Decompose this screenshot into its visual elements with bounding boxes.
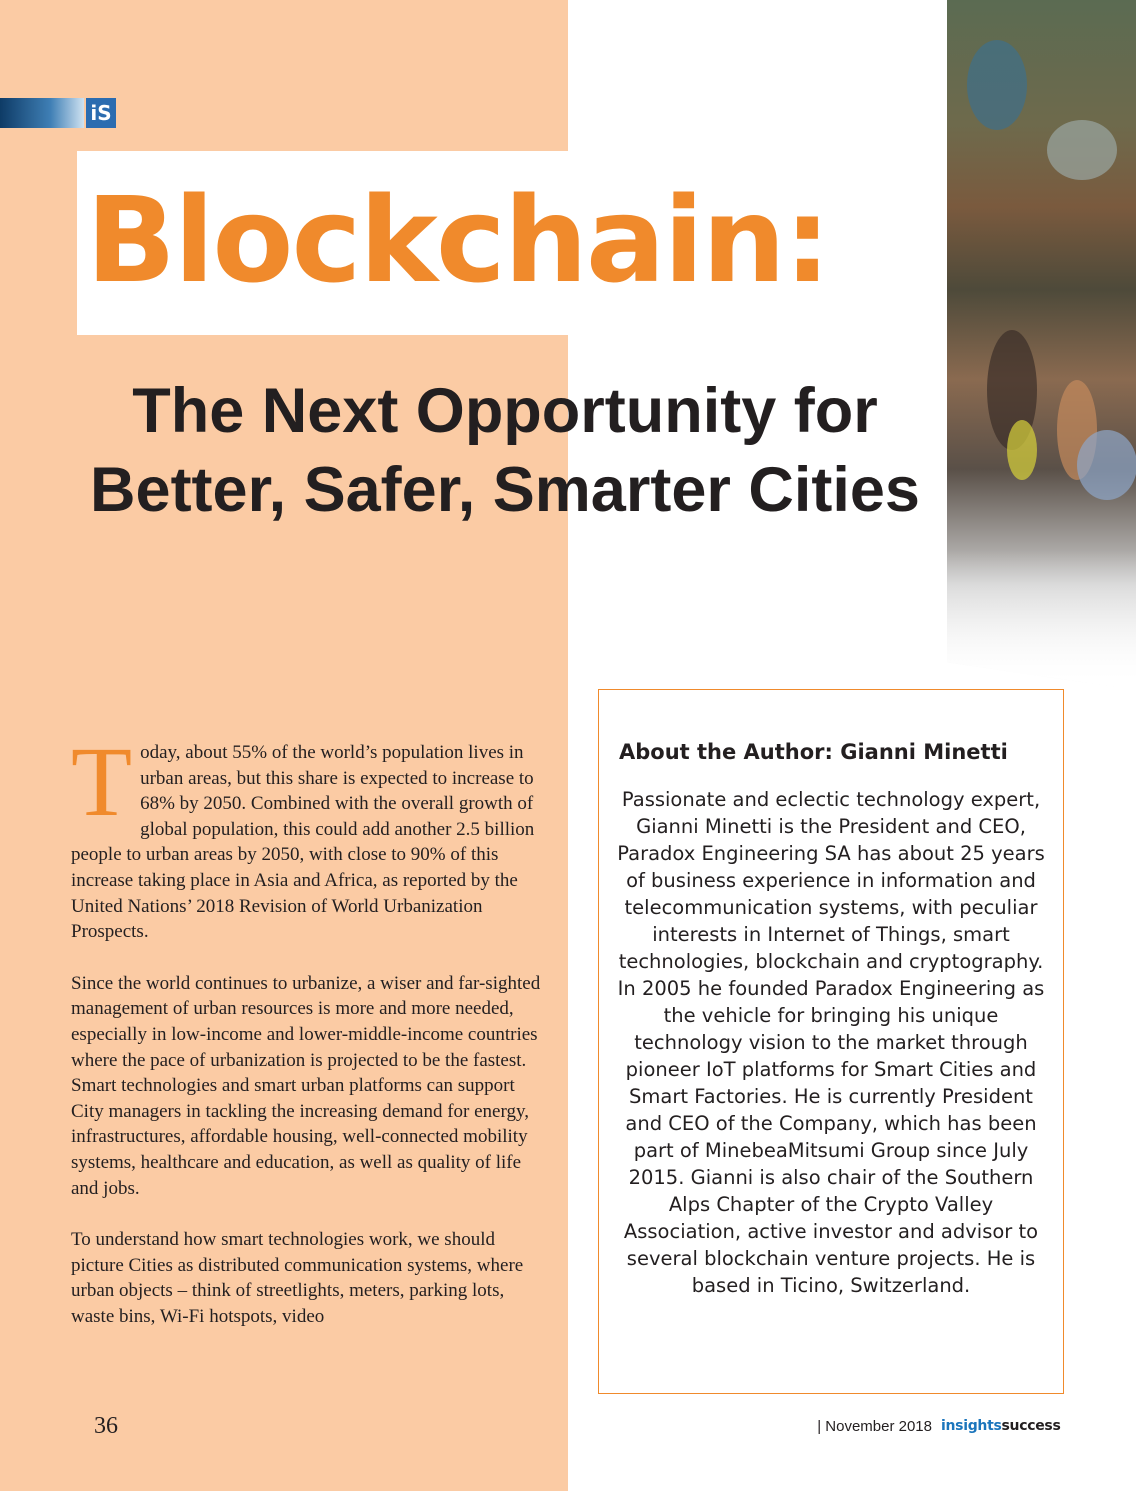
brand-part-1: insights bbox=[941, 1418, 1002, 1434]
magazine-logo-icon: iS bbox=[86, 98, 116, 128]
body-paragraph-1 bbox=[71, 726, 549, 945]
article-title: Blockchain: bbox=[86, 171, 830, 309]
subtitle-line-2: Better, Safer, Smarter Cities bbox=[90, 455, 920, 525]
article-subtitle bbox=[60, 372, 950, 530]
brand-part-2: success bbox=[1001, 1418, 1061, 1434]
issue-date-text: | November 2018 bbox=[817, 1418, 932, 1435]
author-heading: About the Author: Gianni Minetti bbox=[619, 740, 1008, 764]
drop-cap: T bbox=[71, 726, 133, 837]
page-number: 36 bbox=[94, 1413, 118, 1439]
author-bio: Passionate and eclectic technology expert, Gianni Minetti is the President and CEO, Paradox Engineering SA has about 25 years of business experience in information and telecommunication systems, with peculiar interests in Internet of Things, smart technologies, blockchain and cryptography. In 2005 he founded Paradox Engineering as the vehicle for bringing his unique technology vision to the market through pioneer IoT platforms for Smart Cities and Smart Factories. He is currently President and CEO of the Company, which has been part of MinebeaMitsumi Group since July 2015. Gianni is also chair of the Southern Alps Chapter of the Crypto Valley Association, active investor and advisor to several blockchain venture projects. He is based in Ticino, Switzerland. bbox=[617, 788, 1045, 1297]
logo-gradient-bar bbox=[0, 98, 84, 128]
article-body bbox=[71, 726, 549, 1355]
street-scene-photo bbox=[947, 0, 1136, 690]
body-paragraph-3: To understand how smart technologies work, we should picture Cities as distributed communication systems, where urban objects – think of streetlights, meters, parking lots, waste bins, Wi-Fi hotspots, video bbox=[71, 1229, 524, 1327]
body-paragraph-2: Since the world continues to urbanize, a wiser and far-sighted management of urban resources is more and more needed, especially in low-income and lower-middle-income countries where the pace of urbanization is projected to be the fastest. Smart technologies and smart urban platforms can support City managers in tackling the increasing demand for energy, infrastructures, affordable housing, well-connected mobility systems, healthcare and education, as well as quality of life and jobs. bbox=[71, 972, 541, 1199]
subtitle-line-1: The Next Opportunity for bbox=[132, 376, 878, 446]
brand-logo bbox=[941, 1418, 1060, 1434]
about-author-box bbox=[598, 689, 1064, 1394]
paragraph-1-text: oday, about 55% of the world’s population lives in urban areas, but this share is expected to increase to 68% by 2050. Combined with the overall growth of global population, this could add another 2.5 billion people to urban areas by 2050, with close to 90% of this increase taking place in Asia and Africa, as reported by the United Nations’ 2018 Revision of World Urbanization Prospects. bbox=[71, 742, 535, 943]
